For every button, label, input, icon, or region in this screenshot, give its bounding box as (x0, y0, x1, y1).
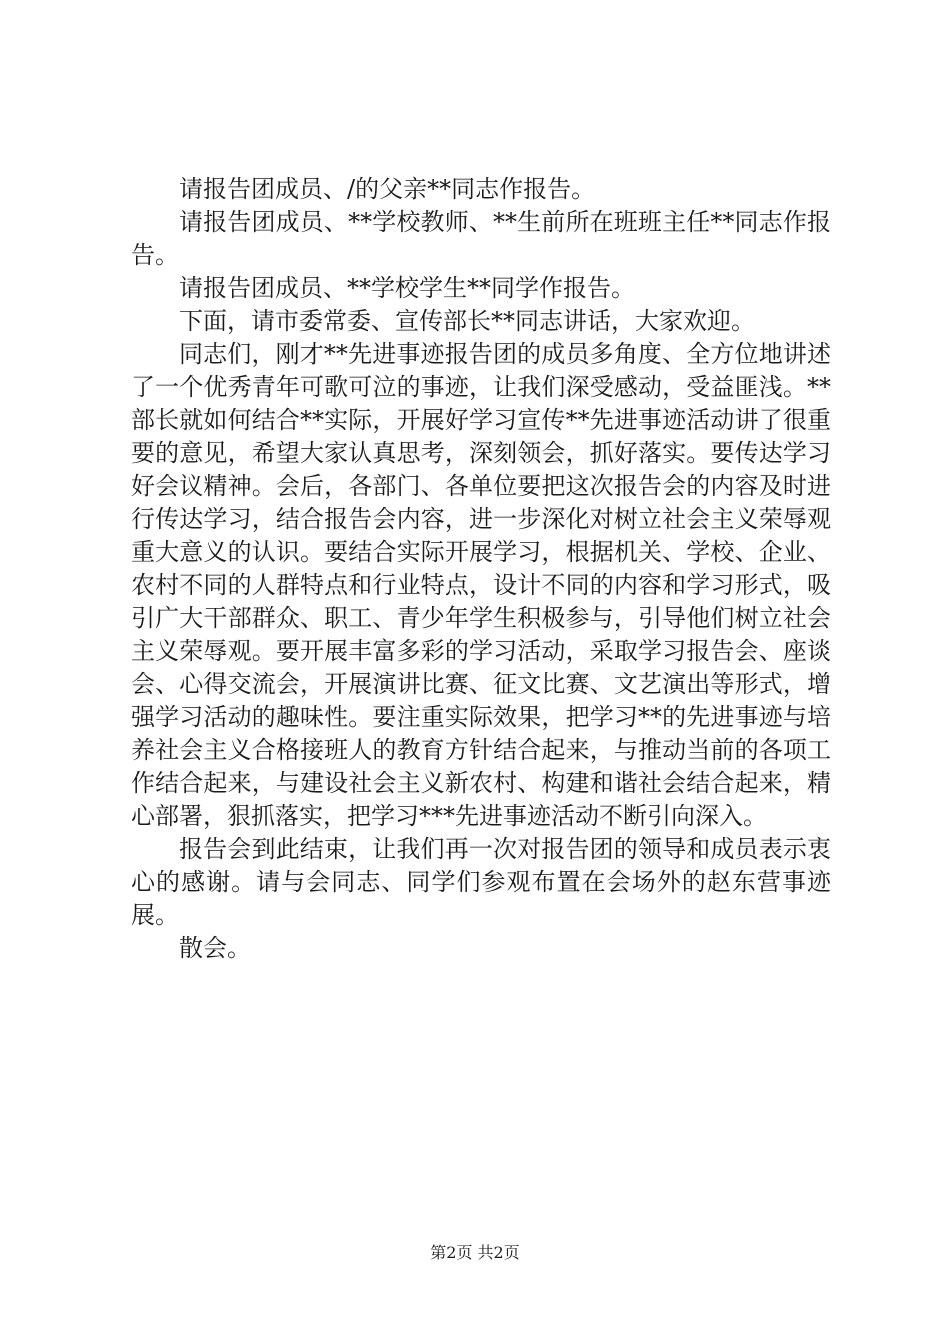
paragraph-1: 请报告团成员、/的父亲**同志作报告。 (179, 175, 596, 203)
document-body (131, 173, 831, 965)
paragraph-4: 下面，请市委常委、宣传部长**同志讲话，大家欢迎。 (179, 307, 755, 335)
page-footer: 第2页 共2页 (430, 1243, 520, 1262)
paragraph-2: 请报告团成员、**学校教师、**生前所在班班主任**同志作报告。 (131, 208, 831, 269)
paragraph-6: 报告会到此结束，让我们再一次对报告团的领导和成员表示衷心的感谢。请与会同志、同学们参观布置在会场外的赵东营事迹展。 (131, 835, 831, 929)
paragraph-5: 同志们，刚才**先进事迹报告团的成员多角度、全方位地讲述了一个优秀青年可歌可泣的事迹，让我们深受感动，受益匪浅。**部长就如何结合**实际，开展好学习宣传**先进事迹活动讲了很重要的意见，希望大家认真思考，深刻领会，抓好落实。要传达学习好会议精神。会后，各部门、各单位要把这次报告会的内容及时进行传达学习，结合报告会内容，进一步深化对树立社会主义荣辱观重大意义的认识。要结合实际开展学习，根据机关、学校、企业、农村不同的人群特点和行业特点，设计不同的内容和学习形式，吸引广大干部群众、职工、青少年学生积极参与，引导他们树立社会主义荣辱观。要开展丰富多彩的学习活动，采取学习报告会、座谈会、心得交流会，开展演讲比赛、征文比赛、文艺演出等形式，增强学习活动的趣味性。要注重实际效果，把学习**的先进事迹与培养社会主义合格接班人的教育方针结合起来，与推动当前的各项工作结合起来，与建设社会主义新农村、构建和谐社会结合起来，精心部署，狠抓落实，把学习***先进事迹活动不断引向深入。 (131, 340, 831, 830)
paragraph-7: 散会。 (179, 934, 251, 962)
paragraph-3: 请报告团成员、**学校学生**同学作报告。 (179, 274, 635, 302)
